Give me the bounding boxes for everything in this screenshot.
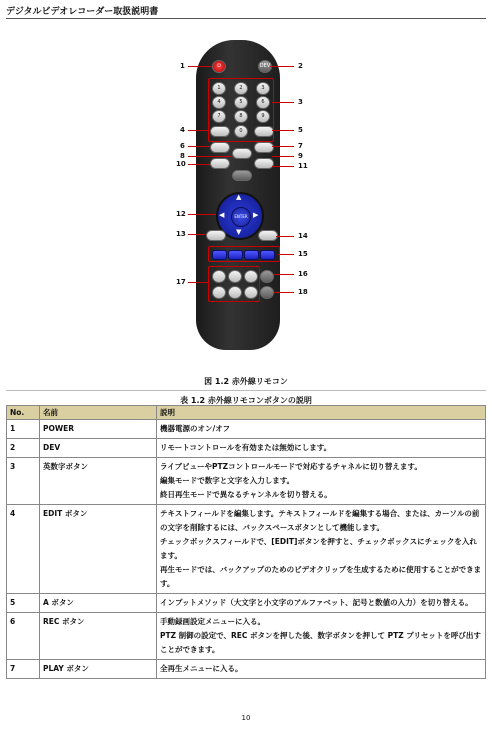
callout-line-9 xyxy=(272,156,294,157)
callout-6: 6 xyxy=(180,142,185,150)
description-line: 全再生メニューに入る。 xyxy=(160,664,243,673)
callout-13: 13 xyxy=(176,230,186,238)
callout-18: 18 xyxy=(298,288,308,296)
callout-line-5 xyxy=(272,130,294,131)
description-line: 機器電源のオン/オフ xyxy=(160,424,231,433)
row-name: PLAY ボタン xyxy=(40,660,157,679)
callout-14: 14 xyxy=(298,232,308,240)
callout-5: 5 xyxy=(298,126,303,134)
page-number: 10 xyxy=(241,714,251,722)
table-row xyxy=(7,613,486,660)
digit-8-button: 8 xyxy=(234,110,248,123)
down-arrow-icon: ▼ xyxy=(236,228,242,236)
page-header: デジタルビデオレコーダー取扱説明書 xyxy=(6,4,486,19)
remote-control-figure xyxy=(150,30,340,370)
header-name: 名前 xyxy=(40,406,157,420)
description-line: PTZ 制御の設定で、REC ボタンを押した後、数字ボタンを押して PTZ プリセットを呼び出すことができます。 xyxy=(160,631,481,654)
left-arrow-icon: ◀ xyxy=(219,211,225,219)
rec-button xyxy=(210,142,230,153)
callout-line-16 xyxy=(274,274,294,275)
digit-0-button: 0 xyxy=(234,125,248,138)
table-row xyxy=(7,505,486,594)
vo-button xyxy=(210,158,230,169)
button-description-table xyxy=(6,405,486,679)
callout-line-10 xyxy=(188,164,210,165)
menu-button xyxy=(254,158,274,169)
description-line: テキストフィールドを編集します。テキストフィールドを編集する場合、または、カーソルの前の文字を削除するには、バックスペースボタンとして機能します。 xyxy=(160,509,480,532)
callout-line-2 xyxy=(270,66,294,67)
row-description xyxy=(157,458,486,505)
header-no: No. xyxy=(7,406,40,420)
row-name: REC ボタン xyxy=(40,613,157,660)
callout-15: 15 xyxy=(298,250,308,258)
description-line: チェックボックスフィールドで、[EDIT]ボタンを押すと、チェックボックスにチェックを入れます。 xyxy=(160,537,477,560)
table-row xyxy=(7,594,486,613)
row-number: 3 xyxy=(7,458,40,505)
enter-button: ENTER xyxy=(231,207,251,227)
table-caption: 表 1.2 赤外線リモコンボタンの説明 xyxy=(180,396,312,405)
f2-ptz-button xyxy=(260,286,274,299)
description-line: ライブビューやPTZコントロールモードで対応するチャネルに切り替えます。 xyxy=(160,462,422,471)
digit-7-button: 7 xyxy=(212,110,226,123)
ptz-keys-highlight xyxy=(208,266,260,302)
callout-9: 9 xyxy=(298,152,303,160)
callout-16: 16 xyxy=(298,270,308,278)
callout-line-4 xyxy=(188,130,210,131)
figure-caption: 図 1.2 赤外線リモコン xyxy=(204,377,288,386)
row-name: A ボタン xyxy=(40,594,157,613)
callout-line-18 xyxy=(274,292,294,293)
callout-line-6 xyxy=(188,146,210,147)
callout-line-13 xyxy=(188,234,206,235)
description-line: インプットメソッド（大文字と小文字のアルファベット、記号と数値の入力）を切り替える。 xyxy=(160,598,473,607)
power-button-icon: ⏻ xyxy=(212,60,226,73)
row-number: 5 xyxy=(7,594,40,613)
callout-line-15 xyxy=(278,254,294,255)
row-number: 2 xyxy=(7,439,40,458)
callout-line-17 xyxy=(188,282,208,283)
row-description xyxy=(157,420,486,439)
voip-button xyxy=(232,170,252,181)
digit-9-button: 9 xyxy=(256,110,270,123)
digits-highlight xyxy=(208,78,274,142)
table-body xyxy=(7,420,486,679)
callout-11: 11 xyxy=(298,162,308,170)
row-name: POWER xyxy=(40,420,157,439)
callout-8: 8 xyxy=(180,152,185,160)
right-arrow-icon: ▶ xyxy=(253,211,259,219)
fkeys-highlight xyxy=(208,246,280,262)
digit-5-button: 5 xyxy=(234,96,248,109)
row-number: 6 xyxy=(7,613,40,660)
row-description xyxy=(157,594,486,613)
digit-4-button: 4 xyxy=(212,96,226,109)
callout-12: 12 xyxy=(176,210,186,218)
callout-line-8 xyxy=(188,156,232,157)
row-description xyxy=(157,439,486,458)
description-line: リモートコントロールを有効または無効にします。 xyxy=(160,443,332,452)
row-description xyxy=(157,613,486,660)
callout-7: 7 xyxy=(298,142,303,150)
f1-ptz-button xyxy=(260,270,274,283)
description-line: 再生モードでは、バックアップのためのビデオクリップを生成するために使用することができます。 xyxy=(160,565,482,588)
dev-button: DEV xyxy=(258,60,272,73)
callout-1: 1 xyxy=(180,62,185,70)
row-number: 4 xyxy=(7,505,40,594)
callout-line-11 xyxy=(272,166,294,167)
up-arrow-icon: ▲ xyxy=(236,193,242,201)
digit-3-button: 3 xyxy=(256,82,270,95)
ptz-button xyxy=(206,230,226,241)
table-row xyxy=(7,420,486,439)
row-name: EDIT ボタン xyxy=(40,505,157,594)
digit-1-button: 1 xyxy=(212,82,226,95)
table-row xyxy=(7,439,486,458)
row-description xyxy=(157,505,486,594)
callout-line-3 xyxy=(272,102,294,103)
callout-line-12 xyxy=(188,214,216,215)
header-description: 説明 xyxy=(157,406,486,420)
row-description xyxy=(157,660,486,679)
row-name: DEV xyxy=(40,439,157,458)
table-row xyxy=(7,458,486,505)
row-number: 1 xyxy=(7,420,40,439)
table-row xyxy=(7,660,486,679)
table-header-row xyxy=(7,406,486,420)
play-button xyxy=(254,142,274,153)
callout-2: 2 xyxy=(298,62,303,70)
divider xyxy=(6,390,486,391)
row-name: 英数字ボタン xyxy=(40,458,157,505)
description-line: 編集モードで数字と文字を入力します。 xyxy=(160,476,295,485)
description-line: 終日再生モードで異なるチャンネルを切り替える。 xyxy=(160,490,332,499)
callout-4: 4 xyxy=(180,126,185,134)
digit-2-button: 2 xyxy=(234,82,248,95)
esc-button xyxy=(258,230,278,241)
digit-6-button: 6 xyxy=(256,96,270,109)
callout-line-7 xyxy=(272,146,294,147)
callout-17: 17 xyxy=(176,278,186,286)
callout-line-14 xyxy=(276,236,294,237)
callout-line-1 xyxy=(188,66,212,67)
callout-10: 10 xyxy=(176,160,186,168)
row-number: 7 xyxy=(7,660,40,679)
description-line: 手動録画設定メニューに入る。 xyxy=(160,617,265,626)
callout-3: 3 xyxy=(298,98,303,106)
info-button xyxy=(232,148,252,159)
